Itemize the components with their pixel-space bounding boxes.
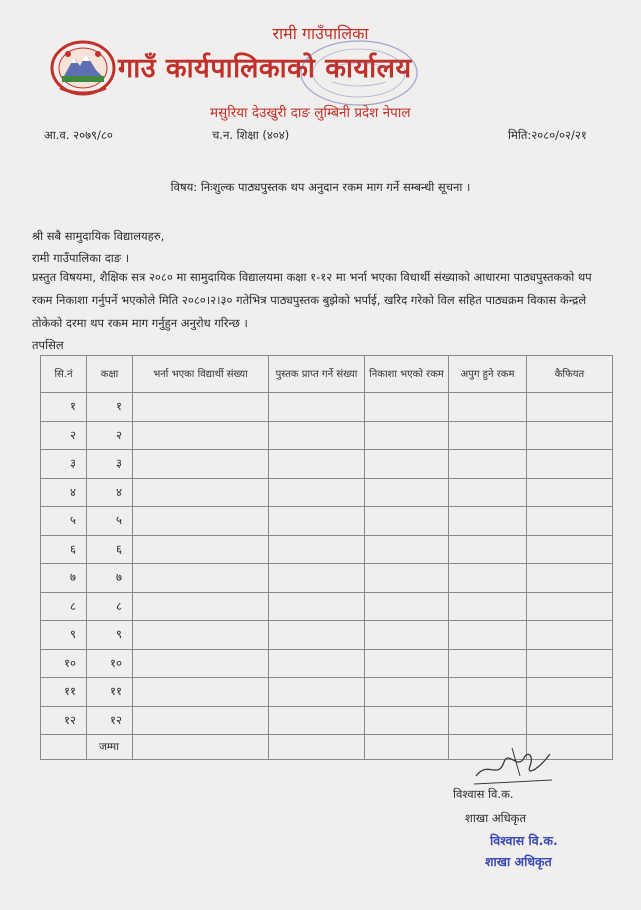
- body-paragraph: प्रस्तुत विषयमा, शैक्षिक सत्र २०८० मा सामुदायिक विद्यालयमा कक्षा १-१२ मा भर्ना भएका विधार्थी संख्याको आधारमा पाठ्यपुस्तकको थप रकम निकाशा गर्नुपर्ने भएकोले मिति २०८०।२।३० गतेभित्र पाठ्यपुस्तक बुझेको भर्पाई, खरिद गरेको विल सहित पाठ्यक्रम विकास केन्द्रले तोकेको दरमा थप रकम माग गर्नुहुन अनुरोध गरिन्छ ।: [32, 270, 592, 330]
- empty-cell: [269, 535, 365, 564]
- serial-cell: ३: [41, 450, 87, 479]
- empty-cell: [365, 450, 449, 479]
- serial-cell: ७: [41, 564, 87, 593]
- empty-cell: [133, 621, 269, 650]
- empty-cell: [365, 478, 449, 507]
- class-cell: ७: [87, 564, 133, 593]
- col-header-shortfall-amount: अपुग हुने रकम: [449, 356, 527, 393]
- empty-cell: [133, 649, 269, 678]
- table-body: [41, 393, 613, 760]
- table-row: [41, 592, 613, 621]
- class-cell: ४: [87, 478, 133, 507]
- name-stamp-name: विश्वास वि.क.: [490, 833, 558, 848]
- empty-cell: [365, 535, 449, 564]
- empty-cell: [449, 706, 527, 735]
- empty-cell: [365, 621, 449, 650]
- handwritten-signature: [468, 740, 558, 788]
- empty-cell: [365, 507, 449, 536]
- table-row: [41, 649, 613, 678]
- class-cell: ८: [87, 592, 133, 621]
- signatory-post: शाखा अधिकृत: [465, 811, 527, 825]
- empty-cell: [133, 678, 269, 707]
- class-cell: ५: [87, 507, 133, 536]
- empty-cell: [133, 421, 269, 450]
- empty-cell: [365, 706, 449, 735]
- class-cell: ९: [87, 621, 133, 650]
- empty-cell: [133, 507, 269, 536]
- empty-cell: [527, 564, 613, 593]
- table-row: [41, 535, 613, 564]
- empty-cell: [365, 678, 449, 707]
- empty-cell: [527, 706, 613, 735]
- empty-cell: [449, 478, 527, 507]
- class-cell: १०: [87, 649, 133, 678]
- empty-cell: [527, 450, 613, 479]
- name-stamp-post: शाखा अधिकृत: [485, 854, 552, 869]
- empty-cell: [133, 450, 269, 479]
- empty-cell: [527, 478, 613, 507]
- empty-cell: [527, 649, 613, 678]
- class-cell: २: [87, 421, 133, 450]
- empty-cell: [449, 535, 527, 564]
- serial-cell: ५: [41, 507, 87, 536]
- empty-cell: [449, 621, 527, 650]
- municipality-name: रामी गाउँपालिका: [272, 24, 369, 43]
- table-row: [41, 507, 613, 536]
- dispatch-number: च.न. शिक्षा (४०४): [212, 128, 290, 142]
- empty-cell: [133, 478, 269, 507]
- empty-cell: [527, 592, 613, 621]
- office-title: गाउँ कार्यपालिकाको कार्यालय: [118, 53, 412, 84]
- empty-cell: [133, 592, 269, 621]
- empty-cell: [269, 706, 365, 735]
- empty-cell: [41, 735, 87, 760]
- class-cell: १२: [87, 706, 133, 735]
- serial-cell: १: [41, 393, 87, 422]
- empty-cell: [269, 478, 365, 507]
- recipient-line-1: श्री सबै सामुदायिक विद्यालयहरु,: [32, 229, 165, 243]
- empty-cell: [133, 735, 269, 760]
- empty-cell: [449, 564, 527, 593]
- empty-cell: [133, 535, 269, 564]
- serial-cell: १०: [41, 649, 87, 678]
- office-seal-stamp: [298, 38, 420, 108]
- serial-cell: ६: [41, 535, 87, 564]
- empty-cell: [269, 621, 365, 650]
- table-row: [41, 706, 613, 735]
- class-cell: ११: [87, 678, 133, 707]
- class-cell: १: [87, 393, 133, 422]
- signatory-name: विश्वास वि.क.: [453, 787, 514, 801]
- empty-cell: [269, 450, 365, 479]
- empty-cell: [133, 706, 269, 735]
- empty-cell: [527, 507, 613, 536]
- empty-cell: [269, 735, 365, 760]
- total-label: जम्मा: [87, 735, 133, 760]
- serial-cell: १२: [41, 706, 87, 735]
- serial-cell: २: [41, 421, 87, 450]
- col-header-serial: सि.नं: [41, 356, 87, 393]
- empty-cell: [449, 649, 527, 678]
- empty-cell: [449, 421, 527, 450]
- table-row: [41, 621, 613, 650]
- col-header-enrolled-students: भर्ना भएका विद्यार्थी संख्या: [133, 356, 269, 393]
- table-row: [41, 564, 613, 593]
- recipient-line-2: रामी गाउँपालिका दाङ ।: [32, 251, 130, 265]
- empty-cell: [269, 564, 365, 593]
- empty-cell: [449, 507, 527, 536]
- empty-cell: [269, 507, 365, 536]
- details-table: [40, 355, 613, 760]
- empty-cell: [527, 678, 613, 707]
- class-cell: ३: [87, 450, 133, 479]
- col-header-remarks: कैफियत: [527, 356, 613, 393]
- empty-cell: [527, 535, 613, 564]
- serial-cell: ९: [41, 621, 87, 650]
- empty-cell: [133, 564, 269, 593]
- col-header-books-received: पुस्तक प्राप्त गर्ने संख्या: [269, 356, 365, 393]
- empty-cell: [449, 592, 527, 621]
- table-row: [41, 450, 613, 479]
- empty-cell: [365, 649, 449, 678]
- table-row: [41, 478, 613, 507]
- subject-line: विषय: निःशुल्क पाठ्यपुस्तक थप अनुदान रकम माग गर्ने सम्बन्धी सूचना ।: [170, 180, 471, 194]
- letter-date: मिति:२०८०/०२/२१: [508, 128, 587, 142]
- table-header-row: [41, 356, 613, 393]
- empty-cell: [269, 649, 365, 678]
- empty-cell: [365, 592, 449, 621]
- empty-cell: [269, 421, 365, 450]
- empty-cell: [365, 564, 449, 593]
- serial-cell: ४: [41, 478, 87, 507]
- empty-cell: [365, 393, 449, 422]
- empty-cell: [449, 450, 527, 479]
- table-caption: तपसिल: [32, 338, 64, 352]
- fiscal-year: आ.व. २०७९/८०: [44, 128, 113, 142]
- empty-cell: [527, 621, 613, 650]
- empty-cell: [449, 678, 527, 707]
- empty-cell: [527, 421, 613, 450]
- empty-cell: [365, 735, 449, 760]
- empty-cell: [449, 393, 527, 422]
- class-cell: ६: [87, 535, 133, 564]
- empty-cell: [133, 393, 269, 422]
- col-header-released-amount: निकाशा भएको रकम: [365, 356, 449, 393]
- empty-cell: [269, 393, 365, 422]
- empty-cell: [269, 678, 365, 707]
- table-row: [41, 393, 613, 422]
- col-header-class: कक्षा: [87, 356, 133, 393]
- table-row: [41, 678, 613, 707]
- office-address: मसुरिया देउखुरी दाङ लुम्बिनी प्रदेश नेपाल: [210, 105, 411, 121]
- serial-cell: ८: [41, 592, 87, 621]
- empty-cell: [269, 592, 365, 621]
- empty-cell: [365, 421, 449, 450]
- serial-cell: ११: [41, 678, 87, 707]
- nepal-emblem-icon: [50, 40, 116, 96]
- table-row: [41, 421, 613, 450]
- empty-cell: [527, 393, 613, 422]
